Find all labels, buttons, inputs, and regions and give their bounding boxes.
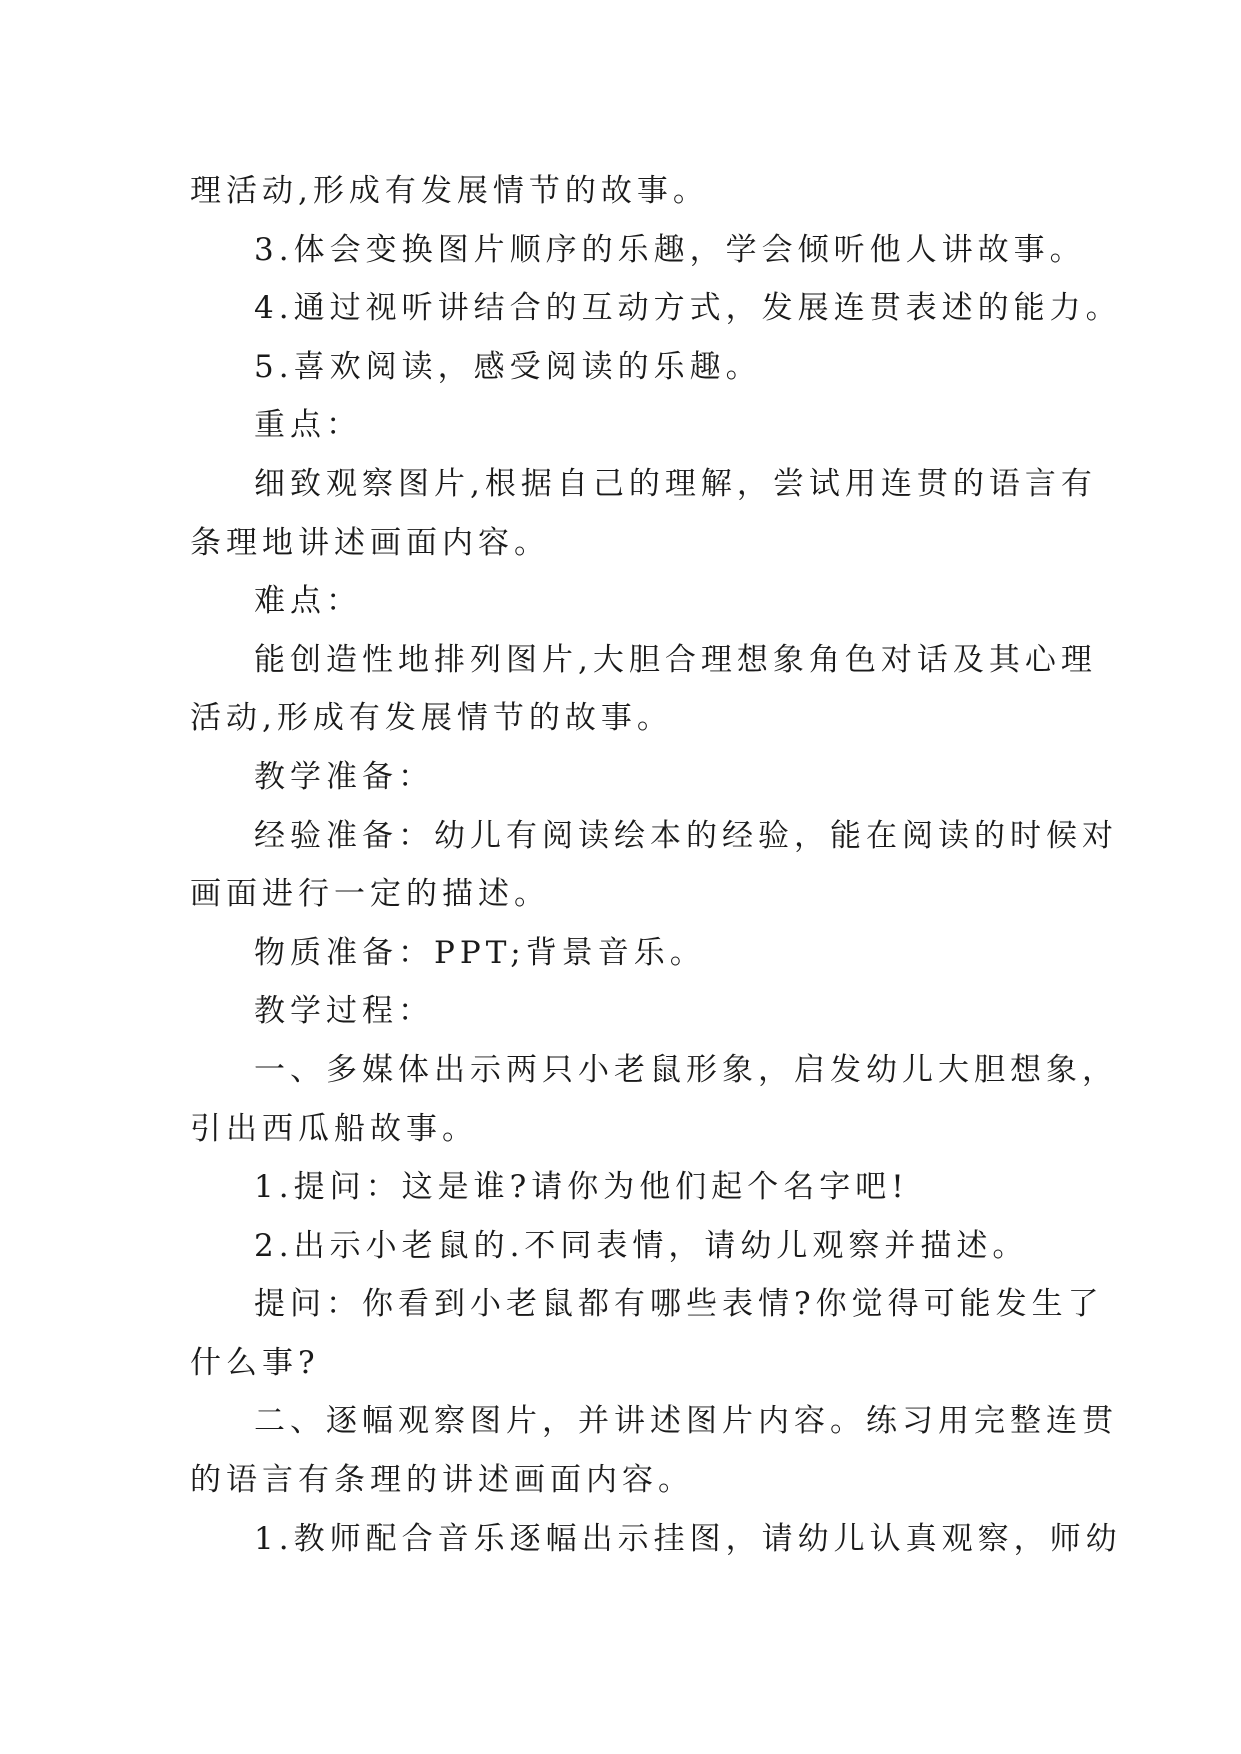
text-line: 4.通过视听讲结合的互动方式，发展连贯表述的能力。: [254, 290, 1122, 327]
text-line: 5.喜欢阅读，感受阅读的乐趣。: [254, 348, 762, 385]
text-line: 的语言有条理的讲述画面内容。: [190, 1462, 694, 1499]
text-line: 1.教师配合音乐逐幅出示挂图，请幼儿认真观察，师幼: [254, 1520, 1122, 1557]
body-text: [190, 162, 1122, 1568]
text-line: 经验准备：幼儿有阅读绘本的经验，能在阅读的时候对: [254, 817, 1118, 854]
text-line: 细致观察图片,根据自己的理解，尝试用连贯的语言有: [254, 465, 1097, 502]
text-line: 2.出示小老鼠的.不同表情，请幼儿观察并描述。: [254, 1227, 1029, 1264]
text-line: 物质准备：PPT;背景音乐。: [254, 934, 706, 971]
section-heading: 难点：: [254, 583, 362, 620]
text-line: 引出西瓜船故事。: [190, 1110, 478, 1147]
text-line: 理活动,形成有发展情节的故事。: [190, 173, 709, 209]
text-line: 什么事?: [190, 1344, 320, 1381]
text-line: 条理地讲述画面内容。: [190, 524, 550, 561]
section-heading: 教学准备：: [254, 758, 434, 795]
text-line: 一、多媒体出示两只小老鼠形象，启发幼儿大胆想象，: [254, 1051, 1118, 1088]
text-line: 1.提问：这是谁?请你为他们起个名字吧!: [254, 1169, 909, 1206]
text-line: 3.体会变换图片顺序的乐趣，学会倾听他人讲故事。: [254, 231, 1086, 268]
text-line: 提问：你看到小老鼠都有哪些表情?你觉得可能发生了: [254, 1286, 1104, 1323]
text-line: 能创造性地排列图片,大胆合理想象角色对话及其心理: [254, 641, 1097, 678]
text-line: 活动,形成有发展情节的故事。: [190, 700, 673, 737]
section-heading: 重点：: [254, 407, 362, 444]
section-heading: 教学过程：: [254, 993, 434, 1030]
text-line: 画面进行一定的描述。: [190, 876, 550, 913]
text-line: 二、逐幅观察图片，并讲述图片内容。练习用完整连贯: [254, 1403, 1118, 1440]
